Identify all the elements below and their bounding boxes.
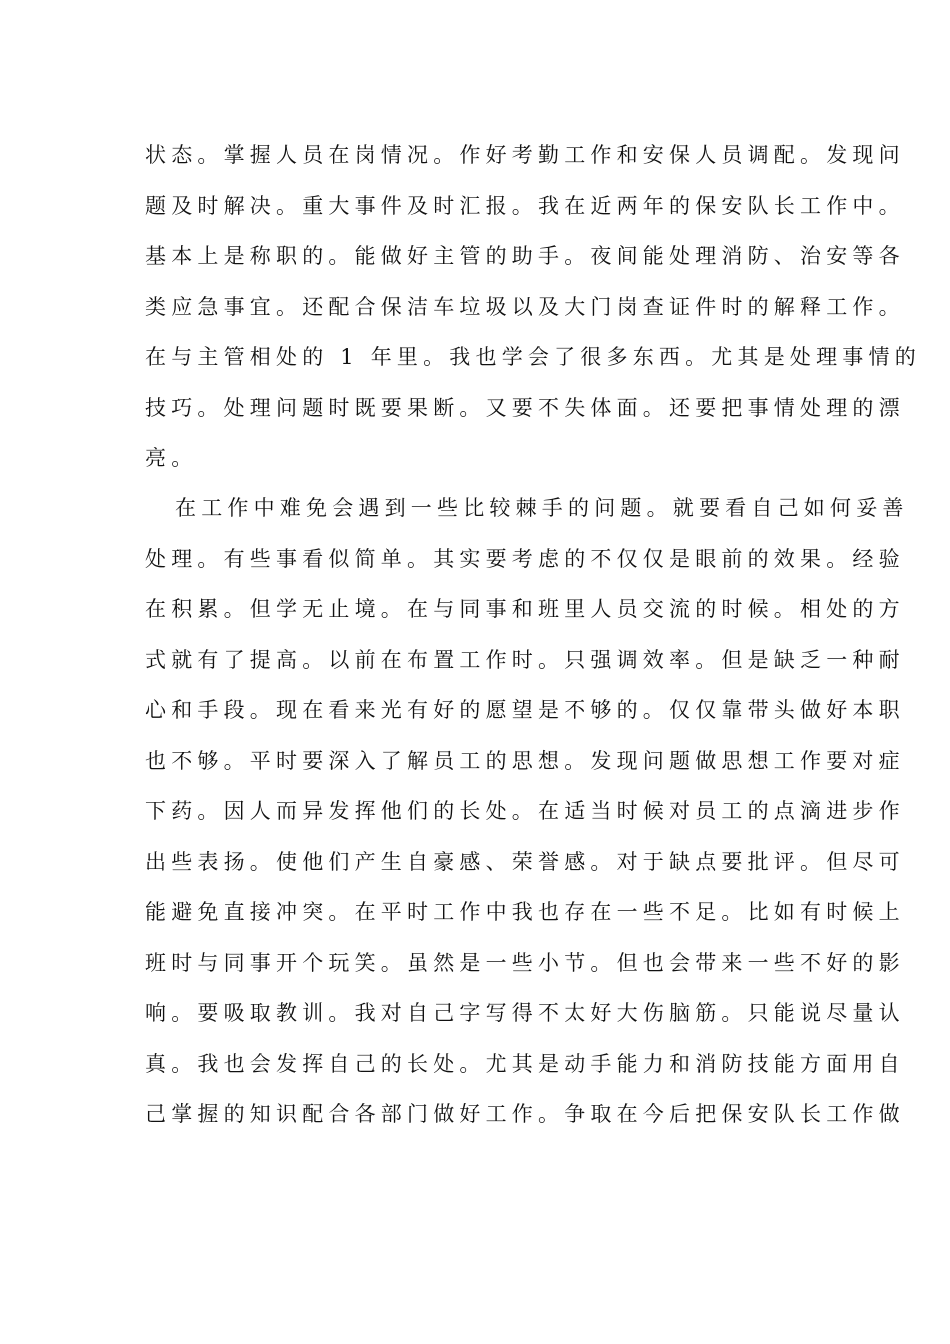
- text-line: 类应急事宜。还配合保洁车垃圾以及大门岗查证件时的解释工作。: [145, 294, 905, 319]
- text-line: 响。要吸取教训。我对自己字写得不太好大伤脑筋。只能说尽量认: [145, 1001, 905, 1025]
- paragraph-2: [145, 483, 909, 1140]
- text-line: 在与主管相处的 1 年里。我也学会了很多东西。尤其是处理事情的: [145, 345, 921, 369]
- text-line: 式就有了提高。以前在布置工作时。只强调效率。但是缺乏一种耐: [145, 647, 905, 672]
- text-line: 能避免直接冲突。在平时工作中我也存在一些不足。比如有时候上: [145, 900, 905, 924]
- text-line: 在积累。但学无止境。在与同事和班里人员交流的时候。相处的方: [145, 597, 905, 621]
- text-line: 也不够。平时要深入了解员工的思想。发现问题做思想工作要对症: [145, 748, 905, 773]
- text-line: 真。我也会发挥自己的长处。尤其是动手能力和消防技能方面用自: [145, 1051, 905, 1076]
- text-line-first: 在工作中难免会遇到一些比较棘手的问题。就要看自己如何妥善: [175, 496, 909, 520]
- text-line: 亮。: [145, 446, 198, 470]
- text-line: 心和手段。现在看来光有好的愿望是不够的。仅仅靠带头做好本职: [145, 698, 905, 722]
- text-line: 状态。掌握人员在岗情况。作好考勤工作和安保人员调配。发现问: [145, 143, 905, 167]
- text-line: 出些表扬。使他们产生自豪感、荣誉感。对于缺点要批评。但尽可: [145, 849, 905, 874]
- text-line: 己掌握的知识配合各部门做好工作。争取在今后把保安队长工作做: [145, 1102, 905, 1126]
- text-line: 技巧。处理问题时既要果断。又要不失体面。还要把事情处理的漂: [145, 395, 905, 420]
- text-line: 题及时解决。重大事件及时汇报。我在近两年的保安队长工作中。: [145, 193, 905, 218]
- text-line: 处理。有些事看似简单。其实要考虑的不仅仅是眼前的效果。经验: [145, 546, 905, 571]
- text-line: 基本上是称职的。能做好主管的助手。夜间能处理消防、治安等各: [145, 244, 905, 268]
- text-line: 班时与同事开个玩笑。虽然是一些小节。但也会带来一些不好的影: [145, 950, 905, 975]
- text-line: 下药。因人而异发挥他们的长处。在适当时候对员工的点滴进步作: [145, 799, 905, 823]
- paragraph-1: [145, 130, 921, 484]
